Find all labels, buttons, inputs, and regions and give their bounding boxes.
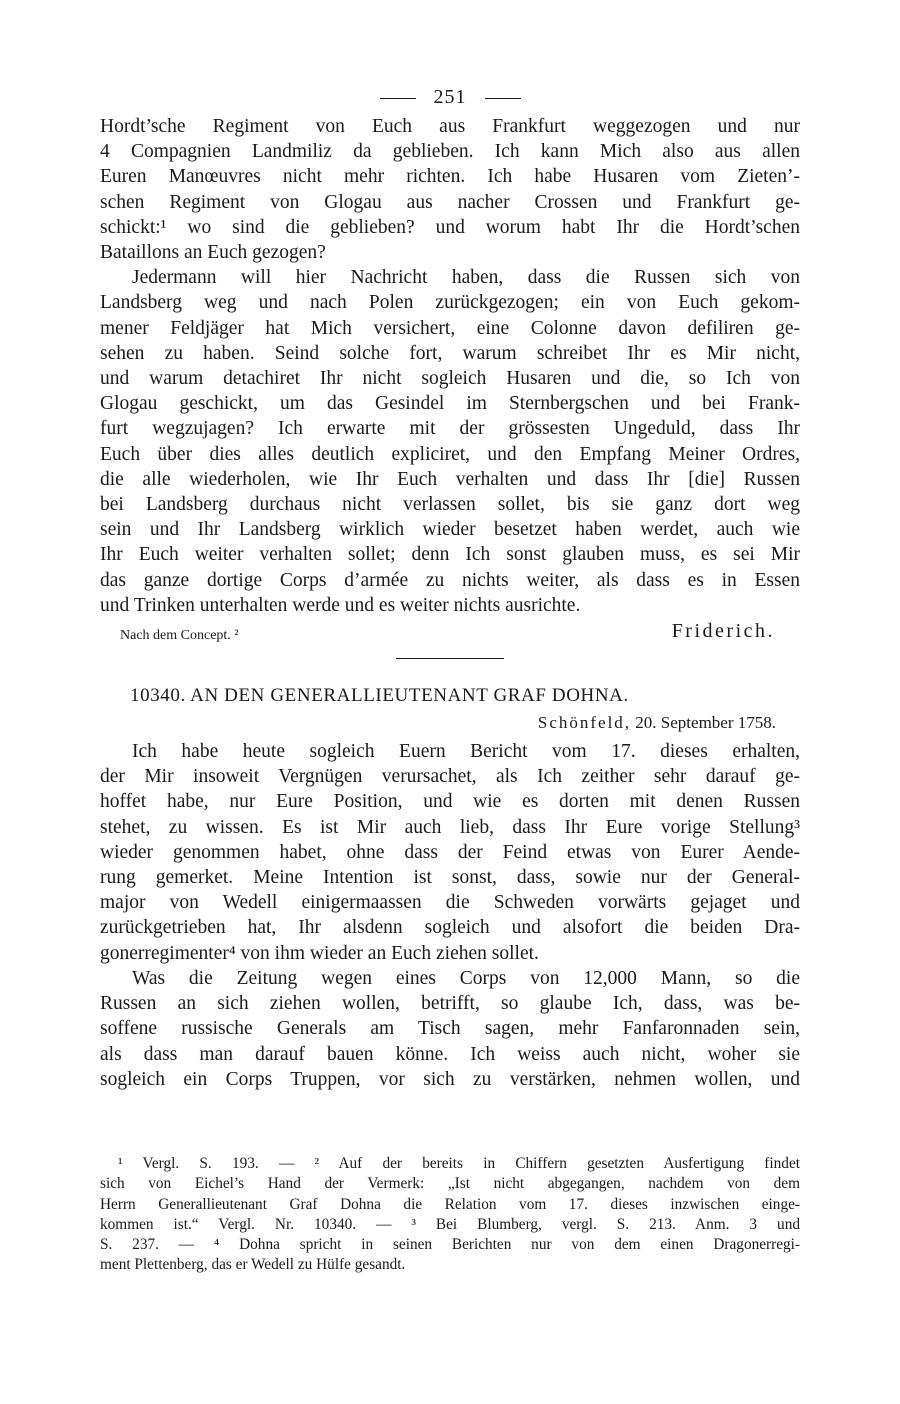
text-line: schen Regiment von Glogau aus nacher Crossen und Frankfurt ge- [100, 191, 800, 213]
text-line: die alle wiederholen, wie Ihr Euch verhalten und dass Ihr [die] Russen [100, 468, 800, 490]
text-line: hoffet habe, nur Eure Position, und wie es dorten mit denen Russen [100, 791, 800, 813]
text-line: Glogau geschickt, um das Gesindel im Sternbergschen und bei Frank- [100, 393, 800, 415]
letter-place: Schönfeld, [537, 713, 632, 733]
page-header [100, 80, 800, 114]
letter-date: 20. September 1758. [635, 713, 776, 733]
text-line: sehen zu haben. Seind solche fort, warum schreibet Ihr es Mir nicht, [100, 342, 800, 364]
header-dash-left [380, 98, 416, 99]
text-line: als dass man darauf bauen könne. Ich weiss auch nicht, woher sie [100, 1043, 800, 1065]
text-line: Euch über dies alles deutlich expliciret, und den Empfang Meiner Ordres, [100, 443, 800, 465]
footnote-line: ¹ Vergl. S. 193. — ² Auf der bereits in Chiffern gesetzten Ausfertigung findet [118, 1155, 800, 1172]
text-line: zurückgetrieben hat, Ihr alsdenn sogleich und alsofort die beiden Dra- [100, 917, 800, 939]
text-line: Bataillons an Euch gezogen? [100, 242, 326, 264]
text-line: Russen an sich ziehen wollen, betrifft, so glaube Ich, dass, was be- [100, 993, 800, 1015]
signature: Friderich. [671, 620, 775, 643]
place-date [100, 713, 800, 733]
text-line: Landsberg weg und nach Polen zurückgezogen; ein von Euch gekom- [100, 292, 800, 314]
text-line: mener Feldjäger hat Mich versichert, eine Colonne davon defiliren ge- [100, 317, 800, 339]
text-line: bei Landsberg durchaus nicht verlassen sollet, bis sie ganz dort weg [100, 494, 800, 516]
text-line: rung gemerket. Meine Intention ist sonst, dass, sowie nur der General- [100, 867, 800, 889]
text-line: major von Wedell einigermaassen die Schweden vorwärts gejaget und [100, 892, 800, 914]
text-line: Hordt’sche Regiment von Euch aus Frankfurt weggezogen und nur [100, 116, 800, 137]
footnote-line: Herrn Generallieutenant Graf Dohna die Relation vom 17. dieses inzwischen einge- [100, 1195, 800, 1213]
document-page [100, 80, 800, 1092]
text-line: Jedermann will hier Nachricht haben, dass die Russen sich von [132, 267, 800, 289]
footnotes [100, 1154, 800, 1276]
closing-row [100, 620, 800, 648]
text-line: das ganze dortige Corps d’armée zu nichts weiter, als dass es in Essen [100, 569, 800, 591]
text-line: der Mir insoweit Vergnügen verursachet, als Ich zeither sehr darauf ge- [100, 766, 800, 788]
text-line: Ich habe heute sogleich Euern Bericht vom 17. dieses erhalten, [132, 741, 800, 763]
footnote-line: ment Plettenberg, das er Wedell zu Hülfe gesandt. [100, 1256, 406, 1274]
text-line: Euren Manœuvres nicht mehr richten. Ich habe Husaren vom Zieten’- [100, 166, 800, 188]
text-line: und Trinken unterhalten werde und es weiter nichts ausrichte. [100, 594, 581, 616]
second-paragraph [100, 265, 800, 618]
text-line: stehet, zu wissen. Es ist Mir auch lieb, dass Ihr Eure vorige Stellung³ [100, 816, 800, 838]
text-line: sogleich ein Corps Truppen, vor sich zu verstärken, nehmen wollen, und [100, 1068, 800, 1090]
text-line: schickt:¹ wo sind die geblieben? und worum habt Ihr die Hordt’schen [100, 216, 800, 238]
page-number: 251 [433, 86, 467, 108]
text-line: und warum detachiret Ihr nicht sogleich Husaren und die, so Ich von [100, 368, 800, 390]
source-note: Nach dem Concept. ² [120, 628, 239, 644]
footnote-line: kommen ist.“ Vergl. Nr. 10340. — ³ Bei Blumberg, vergl. S. 213. Anm. 3 und [100, 1215, 800, 1233]
text-line: sein und Ihr Landsberg wirklich wieder besetzet haben werdet, auch wie [100, 519, 800, 541]
text-line: soffene russische Generals am Tisch sagen, mehr Fanfaronnaden sein, [100, 1018, 800, 1040]
text-line: gonerregimenter⁴ von ihm wieder an Euch ziehen sollet. [100, 942, 539, 964]
text-line: furt wegzujagen? Ich erwarte mit der grössesten Ungeduld, dass Ihr [100, 418, 800, 440]
letter-paragraph-1 [100, 739, 800, 966]
intro-paragraph [100, 114, 800, 265]
letter-heading: 10340. AN DEN GENERALLIEUTENANT GRAF DOHNA. [130, 685, 629, 707]
text-line: wieder genommen habet, ohne dass der Feind etwas von Eurer Aende- [100, 841, 800, 863]
footnote-line: S. 237. — ⁴ Dohna spricht in seinen Berichten nur von dem einen Dragonerregi- [100, 1236, 800, 1254]
footnote-line: sich von Eichel’s Hand der Vermerk: „Ist nicht abgegangen, nachdem von dem [100, 1175, 800, 1193]
section-divider [396, 658, 504, 659]
letter-paragraph-2 [100, 966, 800, 1092]
text-line: Ihr Euch weiter verhalten sollet; denn Ich sonst glauben muss, es sei Mir [100, 544, 800, 566]
text-line: Was die Zeitung wegen eines Corps von 12,000 Mann, so die [132, 967, 800, 989]
header-dash-right [485, 98, 521, 99]
text-line: 4 Compagnien Landmiliz da geblieben. Ich kann Mich also aus allen [100, 141, 800, 163]
